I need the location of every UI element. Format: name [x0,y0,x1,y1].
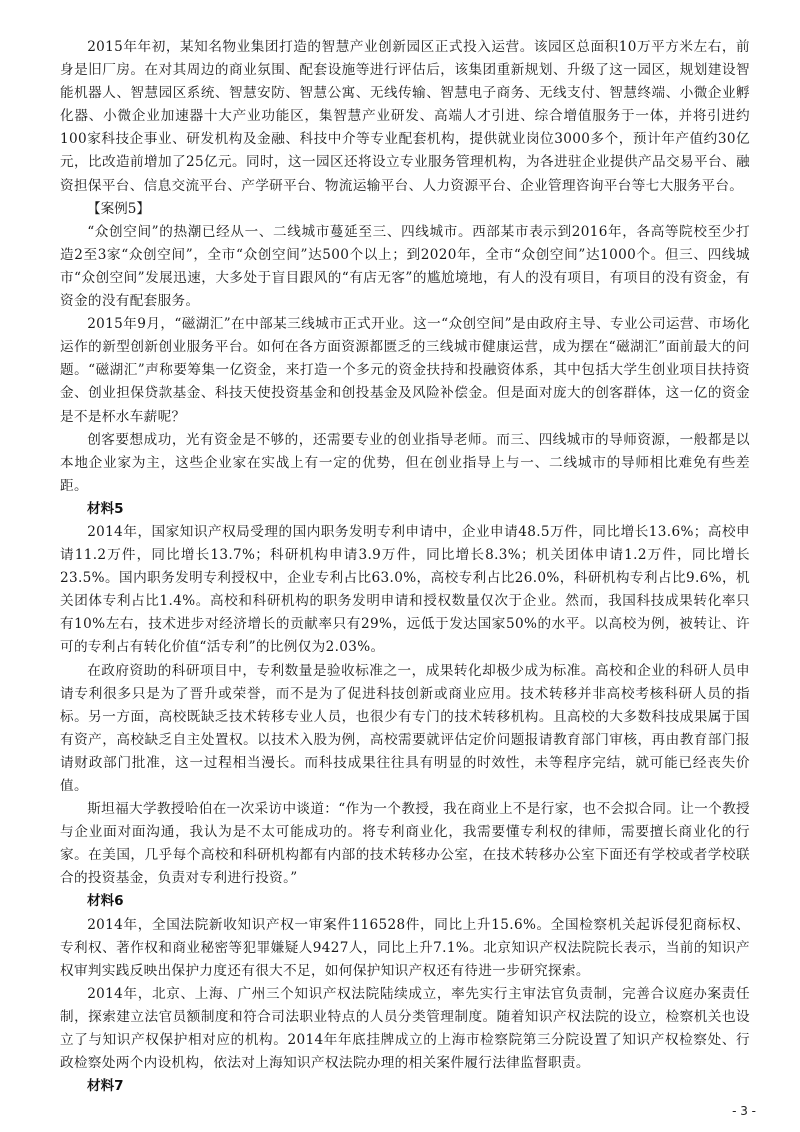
paragraph-ip-courts: 2014年，北京、上海、广州三个知识产权法院陆续成立，率先实行主审法官负责制，完善合议庭办案责任制，探索建立法官员额制度和符合司法职业特点的人员分类管理制度。随着知识产权法院的设立，检察机关也设立了与知识产权保护相对应的机构。2014年年底挂牌成立的上海市检察院第三分院设置了知识产权检察处、行政检察处两个内设机构，依法对上海知识产权法院办理的相关案件履行法律监督职责。 [60,985,750,1072]
material-5-heading: 材料5 [87,500,124,517]
paragraph-mentor-resources: 创客要想成功，光有资金是不够的，还需要专业的创业指导老师。而三、四线城市的导师资源，一般都是以本地企业家为主，这些企业家在实战上有一定的优势，但在创业指导上与一、二线城市的导师相比难免有些差距。 [60,431,750,494]
material-6-heading: 材料6 [87,893,124,910]
paragraph-ip-cases: 2014年，全国法院新收知识产权一审案件116528件，同比上升15.6%。全国检察机关起诉侵犯商标权、专利权、著作权和商业秘密等犯罪嫌疑人9427人，同比上升7.1%。北京知识产权法院院长表示，当前的知识产权审判实践反映出保护力度还有很大不足，如何保护知识产权还有待进一步研究探索。 [60,916,750,979]
paragraph-maker-space-trend: “众创空间”的热潮已经从一、二线城市蔓延至三、四线城市。西部某市表示到2016年，各高等院校至少打造2至3家“众创空间”，全市“众创空间”达500个以上；到2020年，全市“众创空间”达1000个。但三、四线城市“众创空间”发展迅速，大多处于盲目跟风的“有店无客”的尴尬境地，有人的没有项目，有项目的没有资金，有资金的没有配套服务。 [60,223,750,310]
page-number: - 3 - [732,1104,756,1118]
paragraph-intro-smart-park: 2015年年初，某知名物业集团打造的智慧产业创新园区正式投入运营。该园区总面积10万平方米左右，前身是旧厂房。在对其周边的商业氛围、配套设施等进行评估后，该集团重新规划、升级了这一园区，规划建设智能机器人、智慧园区系统、智慧安防、智慧公寓、无线传输、智慧电子商务、无线支付、智慧终端、小微企业孵化器、小微企业加速器十大产业功能区，集智慧产业研发、高端人才引进、综合增值服务于一体，并将引进约100家科技企事业、研发机构及金融、科技中介等专业配套机构，提供就业岗位3000多个，预计年产值约30亿元，比改造前增加了25亿元。同时，这一园区还将设立专业服务管理机构，为各进驻企业提供产品交易平台、融资担保平台、信息交流平台、产学研平台、物流运输平台、人力资源平台、企业管理咨询平台等七大服务平台。 [60,39,750,194]
case-5-heading: 【案例5】 [87,200,151,217]
material-7-heading: 材料7 [87,1078,124,1095]
paragraph-germany-innovation [60,1098,750,1100]
paragraph-research-projects: 在政府资助的科研项目中，专利数量是验收标准之一，成果转化却极少成为标准。高校和企业的科研人员申请专利很多只是为了晋升或荣誉，而不是为了促进科技创新或商业应用。技术转移并非高校考核科研人员的指标。另一方面，高校既缺乏技术转移专业人员，也很少有专门的技术转移机构。且高校的大多数科技成果属于国有资产，高校缺乏自主处置权。以技术入股为例，高校需要就评估定价问题报请教育部门审核，再由教育部门报请财政部门批准，这一过程相当漫长。而科技成果往往具有明显的时效性，未等程序完结，就可能已经丧失价值。 [60,662,750,794]
document-page [60,36,750,1100]
paragraph-patent-statistics: 2014年，国家知识产权局受理的国内职务发明专利申请中，企业申请48.5万件，同比增长13.6%；高校申请11.2万件，同比增长13.7%；科研机构申请3.9万件，同比增长8.3%；机关团体申请1.2万件，同比增长23.5%。国内职务发明专利授权中，企业专利占比63.0%，高校专利占比26.0%，科研机构专利占比9.6%，机关团体专利占比1.4%。高校和科研机构的职务发明申请和授权数量仅次于企业。然而，我国科技成果转化率只有10%左右，技术进步对经济增长的贡献率只有29%，远低于发达国家50%的水平。以高校为例，被转让、许可的专利占有转化价值“活专利”的比例仅为2.03%。 [60,523,750,656]
paragraph-stanford-quote: 斯坦福大学教授哈伯在一次采访中谈道：“作为一个教授，我在商业上不是行家，也不会拟合同。让一个教授与企业面对面沟通，我认为是不太可能成功的。将专利商业化，我需要懂专利权的律师，需要擅长商业化的行家。在美国，几乎每个高校和科研机构都有内部的技术转移办公室，在技术转移办公室下面还有学校或者学校联合的投资基金，负责对专利进行投资。” [60,801,750,887]
paragraph-cihuhui: 2015年9月，“磁湖汇”在中部某三线城市正式开业。这一“众创空间”是由政府主导、专业公司运营、市场化运作的新型创新创业服务平台。如何在各方面资源都匮乏的三线城市健康运营，成为摆在“磁湖汇”面前最大的问题。“磁湖汇”声称要筹集一亿资金，来打造一个多元的资金扶持和投融资体系，其中包括大学生创业项目扶持资金、创业担保贷款基金、科技天使投资基金和创投基金及风险补偿金。但是面对庞大的创客群体，这一亿的资金是不是杯水车薪呢？ [60,316,750,425]
